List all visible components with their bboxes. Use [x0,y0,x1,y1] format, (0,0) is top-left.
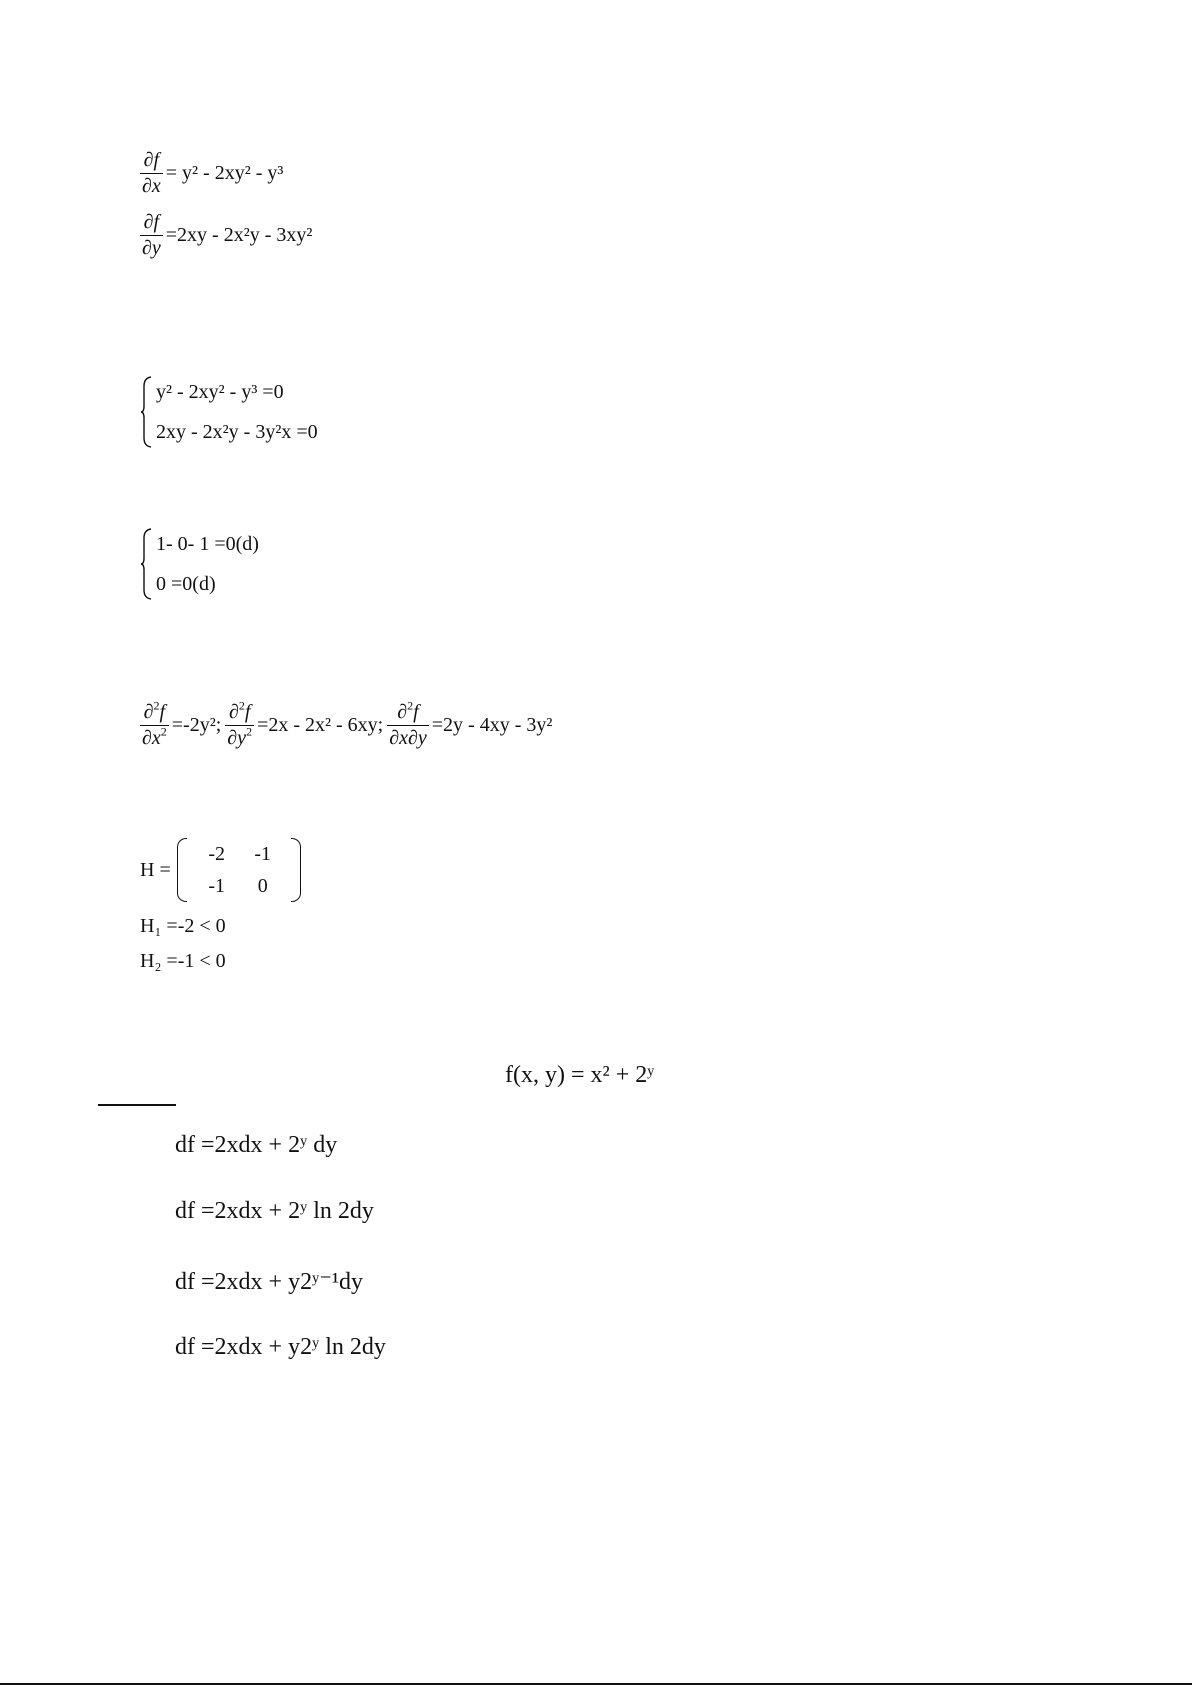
hessian-cell: -2 [208,843,226,865]
option-2: df =2xdx + 2ʸ ln 2dy [175,1198,374,1224]
hessian-label: H = [140,858,171,881]
fxx-rhs: =-2y²; [171,714,222,736]
question-label-underline [98,1104,176,1106]
d2f-dxdy-fraction: $\frac{\partial^2f}{\partial x\partial y}$ [389,698,427,749]
left-brace-icon [140,528,152,600]
system1-row1: y² - 2xy² - y³ =0 [156,381,284,403]
left-brace-icon [140,376,152,448]
hessian-minor-1: H₁ =-2 < 0 [140,915,226,937]
question-function: f(x, y) = x² + 2ʸ [505,1062,655,1088]
d2f-dx2-fraction: $\frac{\partial^2f}{\partial x^2}$ [142,698,167,749]
hessian-matrix [177,838,301,902]
partial-fx-rhs: = y² - 2xy² - y³ [165,162,284,184]
hessian-cell: 0 [257,875,268,897]
partial-fy-equation [140,212,312,259]
df-dy-fraction: $\frac{\partial f}{\partial y}$ [142,211,161,259]
hessian-cell: -1 [254,843,272,865]
hessian-equation [140,838,301,902]
system-equations-2 [140,528,259,600]
left-paren-icon [177,838,187,902]
df-dx-fraction: $\frac{\partial f}{\partial x}$ [142,149,161,197]
right-paren-icon [291,838,301,902]
partial-fy-rhs: =2xy - 2x²y - 3xy² [165,224,313,246]
option-3: df =2xdx + y2ʸ⁻¹dy [175,1269,364,1295]
option-4: df =2xdx + y2ʸ ln 2dy [175,1334,386,1360]
system1-row2: 2xy - 2x²y - 3y²x =0 [156,421,318,443]
system2-row1: 1- 0- 1 =0(d) [156,533,259,555]
fxy-rhs: =2y - 4xy - 3y² [431,714,553,736]
system2-row2: 0 =0(d) [156,573,216,595]
d2f-dy2-fraction: $\frac{\partial^2f}{\partial y^2}$ [227,698,253,749]
hessian-minor-2: H₂ =-1 < 0 [140,950,226,972]
system-equations-1 [140,376,318,448]
option-1: df =2xdx + 2ʸ dy [175,1132,338,1158]
fyy-rhs: =2x - 2x² - 6xy; [257,714,384,736]
second-partials-equation [140,698,553,749]
partial-fx-equation [140,150,283,197]
hessian-cell: -1 [208,875,226,897]
